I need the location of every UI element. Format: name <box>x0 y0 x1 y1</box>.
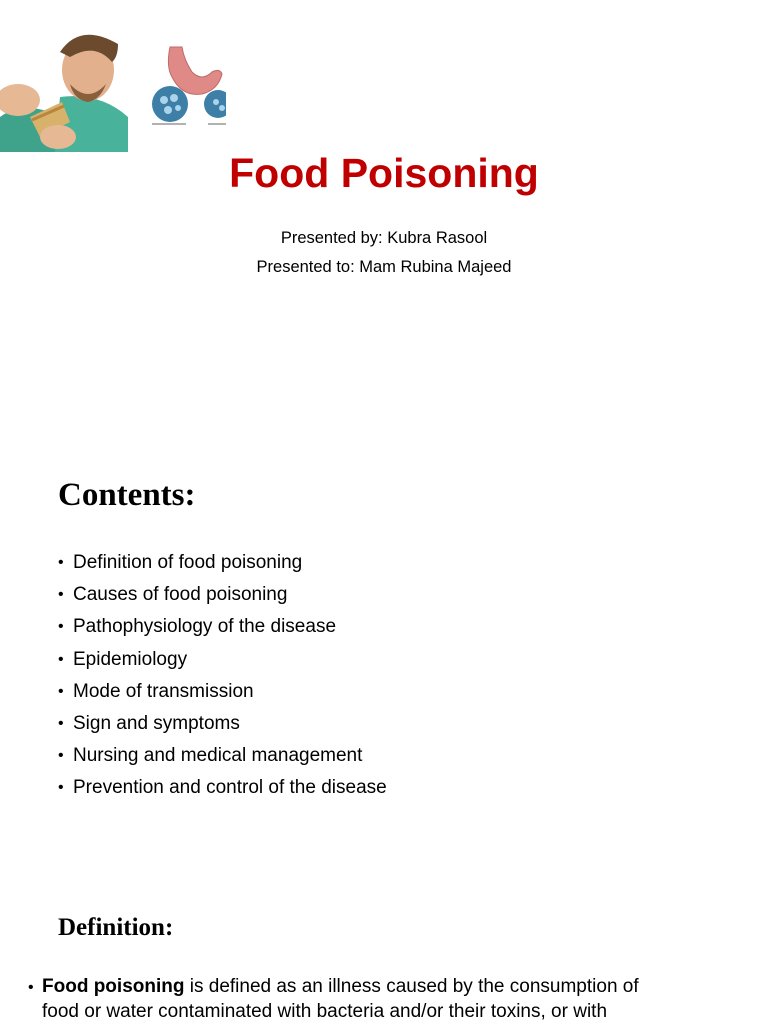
bullet-icon: • <box>58 779 64 797</box>
list-item <box>58 773 387 805</box>
list-item <box>58 548 387 580</box>
list-item-label: Nursing and medical management <box>73 745 363 767</box>
bullet-icon: • <box>58 682 64 700</box>
bullet-icon: • <box>58 747 64 765</box>
list-item-label: Sign and symptoms <box>73 712 240 734</box>
presented-by: Presented by: Kubra Rasool <box>280 229 488 247</box>
man-eating-sandwich-image <box>0 22 128 152</box>
bullet-icon: • <box>58 586 64 604</box>
definition-heading: Definition: <box>58 914 174 941</box>
list-item-label: Mode of transmission <box>73 680 254 702</box>
list-item-label: Definition of food poisoning <box>73 552 303 573</box>
contents-heading: Contents: <box>58 477 196 513</box>
stomach-diagram-image <box>142 42 226 128</box>
list-item <box>58 741 387 773</box>
definition-term: Food poisoning <box>42 976 185 997</box>
bullet-icon: • <box>58 650 64 668</box>
list-item-label: Causes of food poisoning <box>73 584 288 606</box>
list-item-label: Pathophysiology of the disease <box>73 616 337 638</box>
list-item-label: Epidemiology <box>73 648 188 670</box>
bullet-icon: • <box>58 618 64 636</box>
presented-to: Presented to: Mam Rubina Majeed <box>256 258 512 276</box>
list-item <box>58 709 387 741</box>
definition-text-line1: is defined as an illness caused by the consumption of <box>184 976 639 997</box>
slide-title: Food Poisoning <box>229 150 539 196</box>
list-item <box>58 580 387 612</box>
bullet-icon: • <box>28 979 34 996</box>
list-item-label: Prevention and control of the disease <box>73 777 387 799</box>
list-item <box>58 612 387 644</box>
list-item <box>58 677 387 709</box>
list-item <box>58 645 387 677</box>
contents-list <box>58 548 387 806</box>
bullet-icon: • <box>58 554 64 571</box>
definition-text-line2: food or water contaminated with bacteria and/or their toxins, or with <box>42 1001 608 1022</box>
bullet-icon: • <box>58 714 64 732</box>
definition-paragraph <box>28 975 708 1024</box>
